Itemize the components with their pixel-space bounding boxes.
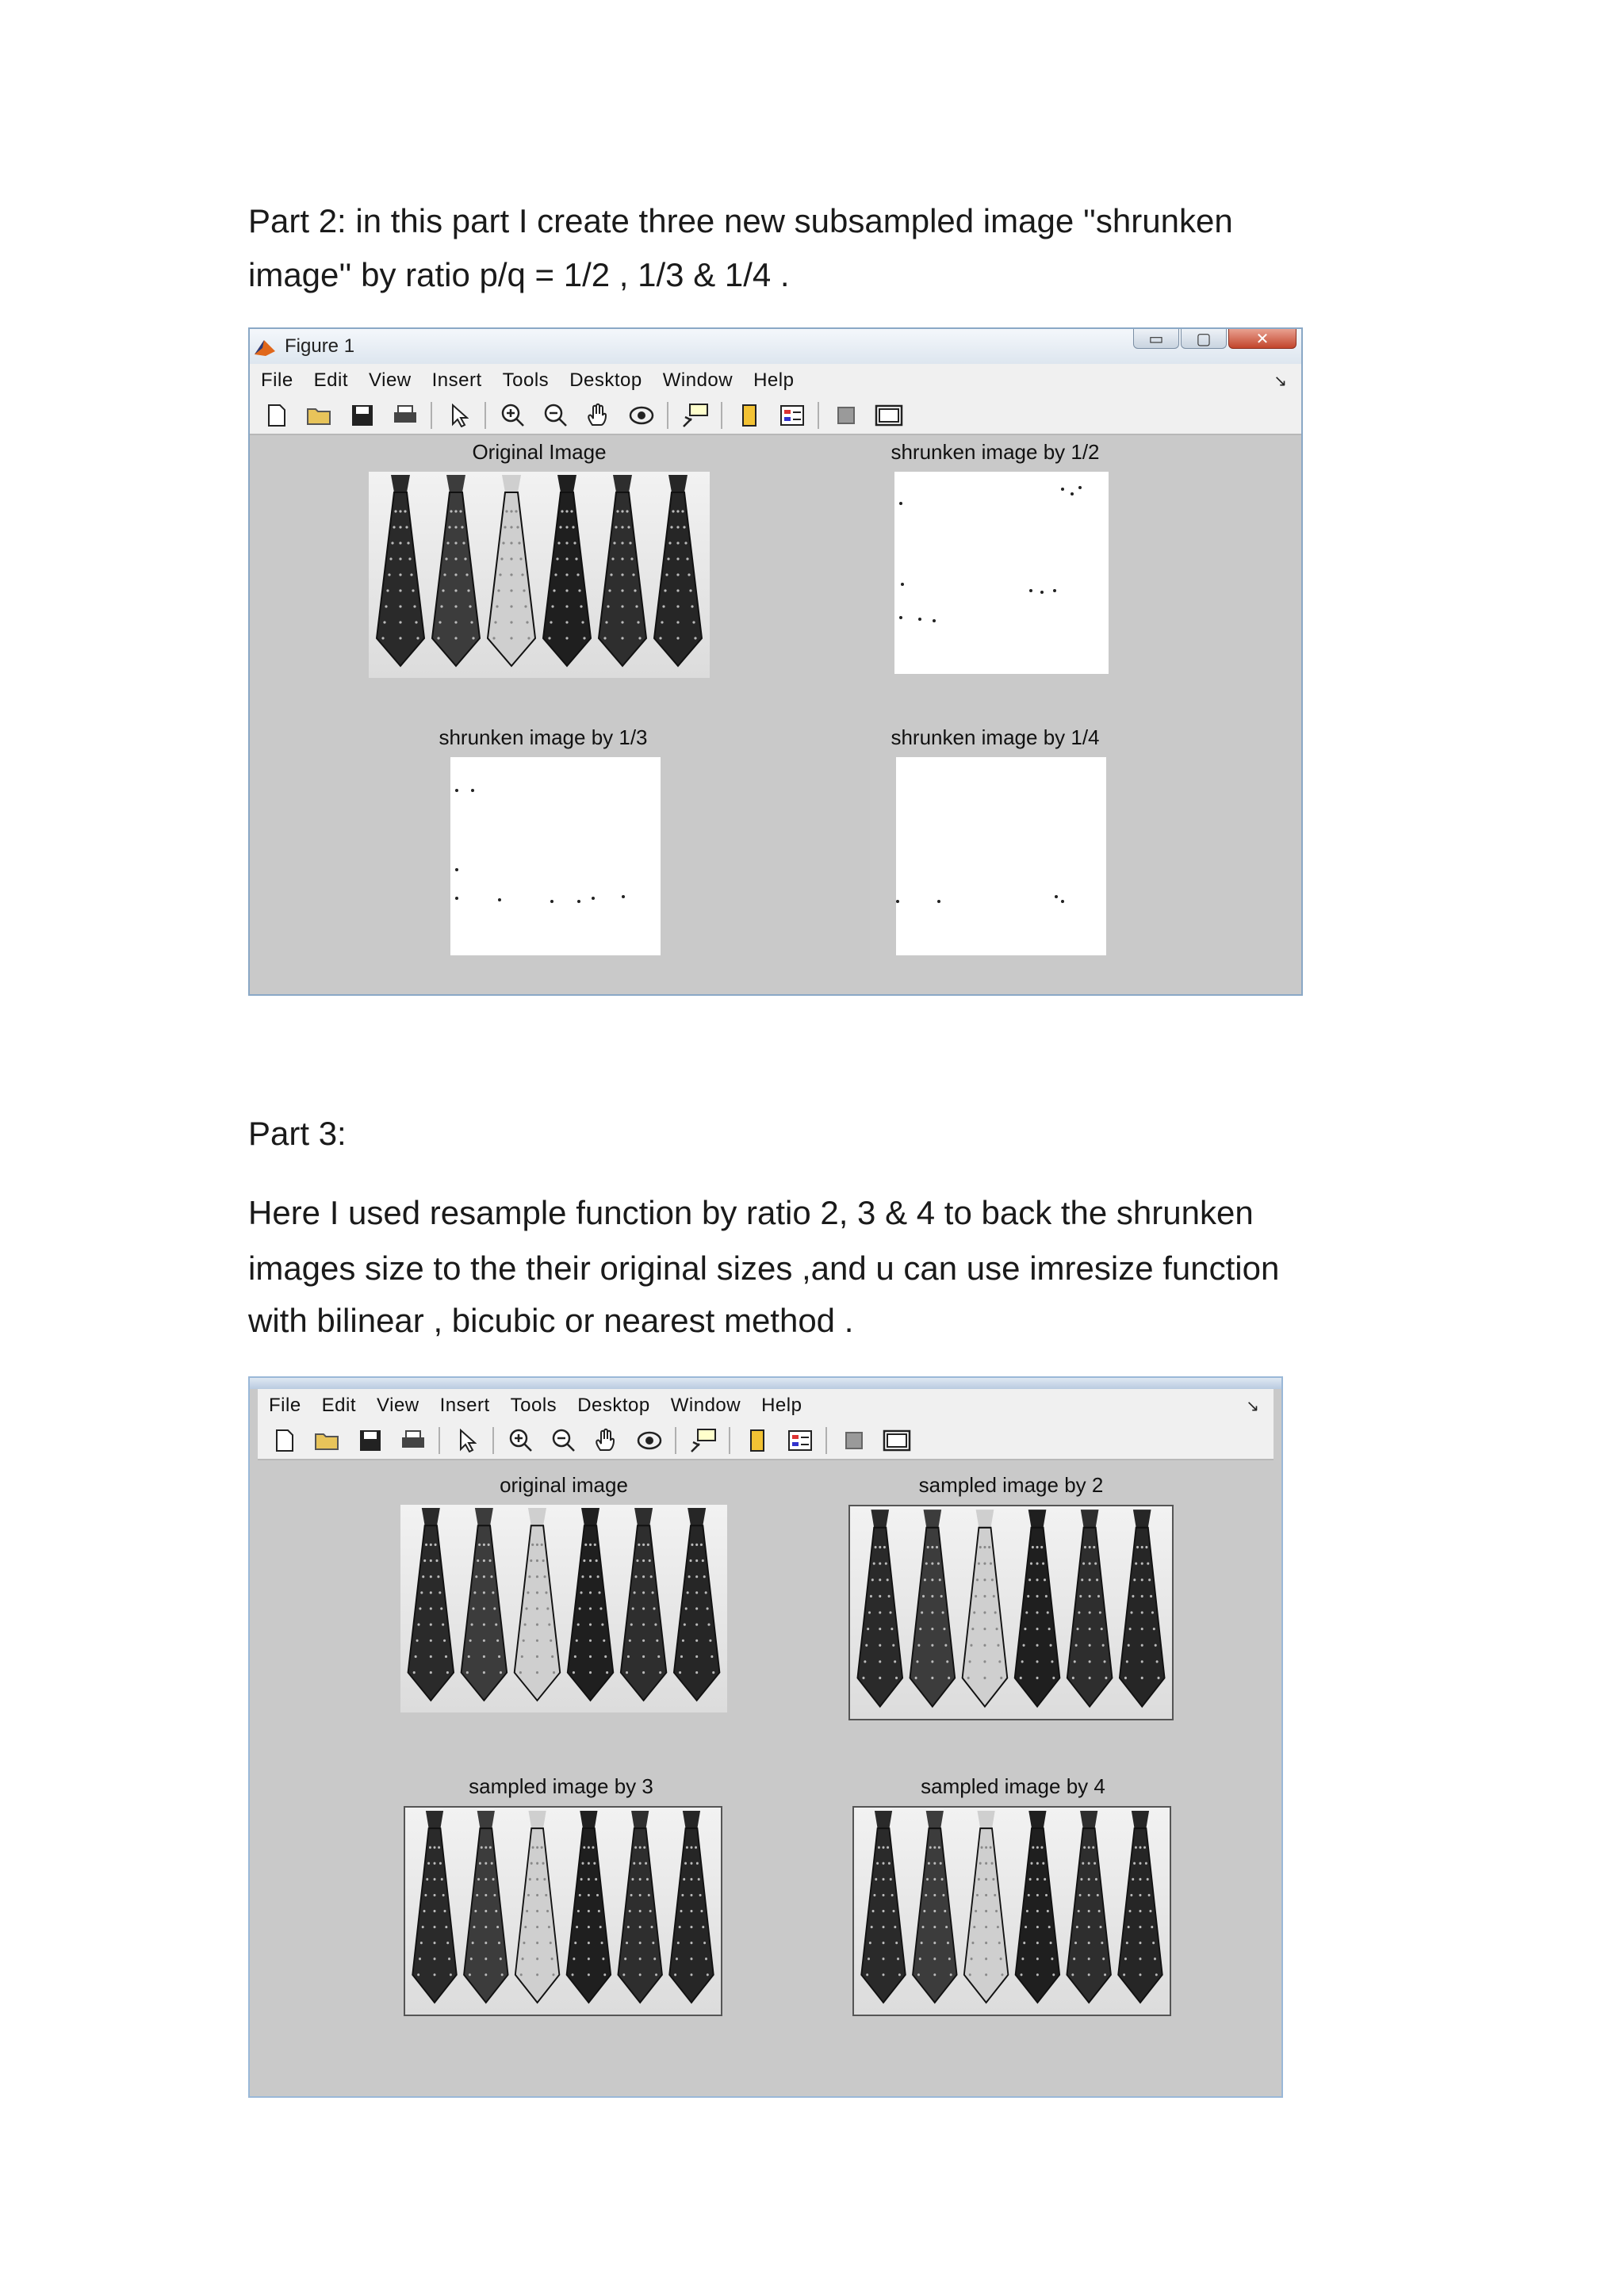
menu-edit[interactable]: Edit <box>313 369 349 391</box>
menu-edit[interactable]: Edit <box>321 1395 357 1416</box>
ties-drawing <box>850 1506 1172 1719</box>
menu-insert[interactable]: Insert <box>431 369 482 391</box>
pixel-dot <box>896 900 899 903</box>
tie <box>599 475 646 666</box>
ties-image <box>848 1505 1174 1720</box>
panel-sampled-3 <box>400 1774 722 2012</box>
tie <box>674 1508 719 1701</box>
rotate-3d-icon[interactable] <box>634 1425 665 1456</box>
minimize-button[interactable] <box>1133 329 1179 349</box>
tie <box>488 475 535 666</box>
data-cursor-icon[interactable] <box>688 1425 719 1456</box>
sparse-image <box>894 472 1109 674</box>
tie <box>654 475 702 666</box>
tie <box>1067 1811 1111 2003</box>
part3-heading: Part 3: <box>248 1115 347 1152</box>
figure-title: Figure 1 <box>285 335 355 357</box>
pixel-dot <box>1040 591 1044 594</box>
tie <box>515 1508 560 1701</box>
sparse-image <box>450 757 661 955</box>
zoom-out-icon[interactable] <box>540 400 572 431</box>
zoom-in-icon[interactable] <box>505 1425 537 1456</box>
pixel-dot <box>1055 895 1058 898</box>
menu-view[interactable]: View <box>369 369 412 391</box>
matlab-logo-icon <box>253 335 277 358</box>
ties-image <box>369 472 710 678</box>
panel-title: shrunken image by 1/2 <box>891 440 1100 464</box>
print-icon[interactable] <box>389 400 421 431</box>
menu-dock-arrow-icon[interactable]: ↘ <box>1246 1397 1259 1415</box>
tie <box>910 1510 956 1706</box>
save-icon[interactable] <box>354 1425 386 1456</box>
print-icon[interactable] <box>397 1425 429 1456</box>
cropped-titlebar <box>250 1378 1281 1389</box>
show-plot-tools-icon[interactable] <box>881 1425 913 1456</box>
maximize-button[interactable] <box>1181 329 1227 349</box>
pixel-dot <box>1029 589 1032 592</box>
menu-desktop[interactable]: Desktop <box>569 369 642 391</box>
pixel-dot <box>1078 486 1082 489</box>
new-file-icon[interactable] <box>261 400 293 431</box>
tie <box>464 1811 508 2003</box>
pixel-dot <box>1061 900 1064 903</box>
part2-line1: Part 2: in this part I create three new subsampled image ''shrunken <box>248 202 1233 239</box>
pixel-dot <box>1061 488 1064 491</box>
pixel-dot <box>455 789 458 792</box>
toolbar-separator <box>825 1427 827 1454</box>
menu-tools[interactable]: Tools <box>510 1395 557 1416</box>
pixel-dot <box>455 897 458 900</box>
panel-title: sampled image by 3 <box>469 1774 653 1798</box>
toolbar <box>250 397 1301 435</box>
new-file-icon[interactable] <box>269 1425 301 1456</box>
pointer-icon[interactable] <box>443 400 475 431</box>
ties-drawing <box>369 472 710 678</box>
toolbar <box>258 1422 1274 1460</box>
tie <box>857 1510 902 1706</box>
figure-window-1 <box>248 327 1303 996</box>
part3-line3: with bilinear , bicubic or nearest method . <box>248 1302 854 1339</box>
pixel-dot <box>498 898 501 901</box>
toolbar-separator <box>721 402 722 429</box>
menu-window[interactable]: Window <box>670 1395 741 1416</box>
menu-help[interactable]: Help <box>761 1395 802 1416</box>
pixel-dot <box>899 616 902 619</box>
pixel-dot <box>622 895 625 898</box>
panel-sampled-4 <box>852 1774 1174 2012</box>
pixel-dot <box>918 618 921 621</box>
toolbar-separator <box>485 402 486 429</box>
panel-title: sampled image by 4 <box>921 1774 1105 1798</box>
zoom-in-icon[interactable] <box>497 400 529 431</box>
tie <box>1015 1510 1060 1706</box>
part2-line2: image'' by ratio p/q = 1/2 , 1/3 & 1/4 . <box>248 256 790 293</box>
tie <box>1120 1510 1165 1706</box>
tie <box>1118 1811 1162 2003</box>
pixel-dot <box>592 897 595 900</box>
data-cursor-icon[interactable] <box>680 400 711 431</box>
minimize-icon: ▭ <box>1148 330 1164 348</box>
toolbar-separator <box>818 402 819 429</box>
panel-shrunken-half <box>876 440 1114 678</box>
tie <box>568 1508 613 1701</box>
pixel-dot <box>899 502 902 505</box>
close-button[interactable] <box>1228 329 1297 349</box>
menubar <box>250 364 1301 398</box>
ties-drawing <box>405 1808 721 2015</box>
panel-title: Original Image <box>472 440 607 464</box>
toolbar-separator <box>492 1427 494 1454</box>
tie <box>543 475 591 666</box>
panel-title: shrunken image by 1/3 <box>439 725 648 749</box>
menu-insert[interactable]: Insert <box>439 1395 490 1416</box>
menu-tools[interactable]: Tools <box>502 369 550 391</box>
panel-shrunken-quarter <box>876 725 1114 955</box>
menu-window[interactable]: Window <box>662 369 733 391</box>
menu-desktop[interactable]: Desktop <box>577 1395 650 1416</box>
menu-file[interactable]: File <box>261 369 293 391</box>
panel-original-image <box>369 440 710 678</box>
open-folder-icon[interactable] <box>304 400 335 431</box>
menu-dock-arrow-icon[interactable]: ↘ <box>1274 372 1287 390</box>
sparse-image <box>896 757 1106 955</box>
panel-sampled-2 <box>848 1473 1174 1711</box>
pointer-icon[interactable] <box>451 1425 483 1456</box>
menu-view[interactable]: View <box>377 1395 419 1416</box>
ties-image <box>852 1806 1171 2016</box>
part3-line2: images size to the their original sizes ,and u can use imresize function <box>248 1249 1280 1287</box>
pixel-dot <box>901 583 904 586</box>
tie <box>618 1811 662 2003</box>
figure-window-2 <box>248 1376 1283 2098</box>
tie <box>567 1811 611 2003</box>
panel-shrunken-third <box>424 725 662 955</box>
open-folder-icon[interactable] <box>312 1425 343 1456</box>
pixel-dot <box>937 900 940 903</box>
colorbar-icon[interactable] <box>741 1425 773 1456</box>
tie <box>621 1508 666 1701</box>
tie <box>432 475 480 666</box>
legend-icon[interactable] <box>784 1425 816 1456</box>
tie <box>861 1811 906 2003</box>
pixel-dot <box>455 868 458 871</box>
ties-image <box>400 1505 727 1712</box>
tie <box>412 1811 457 2003</box>
tie <box>462 1508 507 1701</box>
maximize-icon: ▢ <box>1196 330 1212 348</box>
tie <box>963 1510 1008 1706</box>
tie <box>377 475 424 666</box>
tie <box>964 1811 1009 2003</box>
pan-hand-icon[interactable] <box>591 1425 622 1456</box>
toolbar-separator <box>667 402 668 429</box>
pixel-dot <box>550 900 553 903</box>
pixel-dot <box>1053 589 1056 592</box>
menubar <box>258 1389 1274 1423</box>
menu-help[interactable]: Help <box>753 369 795 391</box>
ties-drawing <box>400 1505 727 1712</box>
toolbar-separator <box>431 402 432 429</box>
pixel-dot <box>471 789 474 792</box>
tie <box>913 1811 957 2003</box>
part3-line1: Here I used resample function by ratio 2, 3 & 4 to back the shrunken <box>248 1194 1254 1231</box>
ties-image <box>404 1806 722 2016</box>
zoom-out-icon[interactable] <box>548 1425 580 1456</box>
colorbar-icon[interactable] <box>733 400 765 431</box>
figure-titlebar[interactable] <box>250 329 1301 364</box>
panel-title: sampled image by 2 <box>918 1473 1104 1497</box>
panel-title: shrunken image by 1/4 <box>891 725 1100 749</box>
toolbar-separator <box>675 1427 676 1454</box>
hide-plot-tools-icon[interactable] <box>838 1425 870 1456</box>
ties-drawing <box>854 1808 1170 2015</box>
show-plot-tools-icon[interactable] <box>873 400 905 431</box>
hide-plot-tools-icon[interactable] <box>830 400 862 431</box>
tie <box>1067 1510 1113 1706</box>
tie <box>1016 1811 1060 2003</box>
panel-original-image <box>400 1473 727 1711</box>
toolbar-separator <box>439 1427 440 1454</box>
panel-title: original image <box>500 1473 628 1497</box>
rotate-3d-icon[interactable] <box>626 400 657 431</box>
menu-file[interactable]: File <box>269 1395 301 1416</box>
pixel-dot <box>1071 492 1074 496</box>
pan-hand-icon[interactable] <box>583 400 615 431</box>
tie <box>515 1811 560 2003</box>
toolbar-separator <box>729 1427 730 1454</box>
save-icon[interactable] <box>347 400 378 431</box>
legend-icon[interactable] <box>776 400 808 431</box>
close-icon: ✕ <box>1255 330 1270 348</box>
pixel-dot <box>577 900 580 903</box>
tie <box>669 1811 714 2003</box>
pixel-dot <box>933 619 936 622</box>
tie <box>408 1508 454 1701</box>
